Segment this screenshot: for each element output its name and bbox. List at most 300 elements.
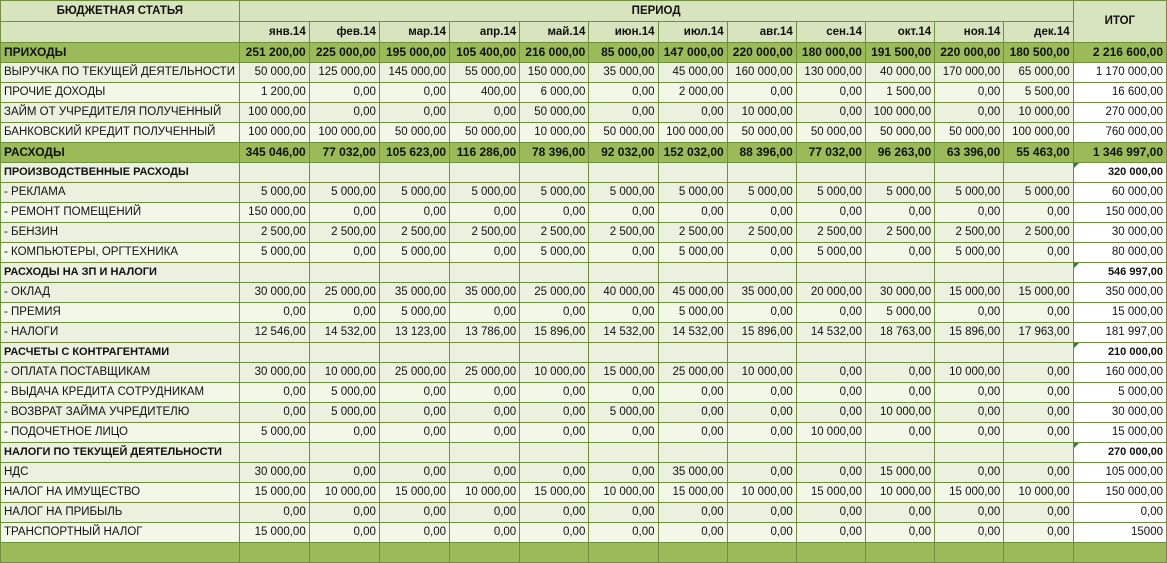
footer-cell[interactable] xyxy=(727,543,796,563)
value-cell[interactable]: 0,00 xyxy=(379,503,449,523)
row-label[interactable]: ВЫРУЧКА ПО ТЕКУЩЕЙ ДЕЯТЕЛЬНОСТИ xyxy=(1,63,240,83)
value-cell[interactable]: 10 000,00 xyxy=(520,123,589,143)
value-cell[interactable]: 0,00 xyxy=(796,463,865,483)
value-cell[interactable]: 0,00 xyxy=(450,403,520,423)
value-cell[interactable] xyxy=(658,263,727,283)
value-cell[interactable]: 30 000,00 xyxy=(239,283,309,303)
footer-cell[interactable] xyxy=(309,543,379,563)
value-cell[interactable]: 0,00 xyxy=(727,523,796,543)
value-cell[interactable] xyxy=(379,163,449,183)
value-cell[interactable] xyxy=(450,163,520,183)
item-column-header[interactable]: БЮДЖЕТНАЯ СТАТЬЯ xyxy=(1,1,240,22)
value-cell[interactable] xyxy=(727,263,796,283)
value-cell[interactable]: 5 000,00 xyxy=(450,183,520,203)
value-cell[interactable]: 2 500,00 xyxy=(450,223,520,243)
value-cell[interactable]: 25 000,00 xyxy=(658,363,727,383)
value-cell[interactable]: 0,00 xyxy=(239,503,309,523)
total-cell[interactable]: 181 997,00 xyxy=(1073,323,1166,343)
value-cell[interactable]: 5 000,00 xyxy=(239,423,309,443)
value-cell[interactable]: 0,00 xyxy=(589,523,658,543)
value-cell[interactable]: 0,00 xyxy=(589,383,658,403)
value-cell[interactable]: 92 032,00 xyxy=(589,143,658,163)
value-cell[interactable]: 20 000,00 xyxy=(796,283,865,303)
value-cell[interactable] xyxy=(658,443,727,463)
value-cell[interactable]: 5 000,00 xyxy=(309,383,379,403)
row-label[interactable]: РАСХОДЫ xyxy=(1,143,240,163)
value-cell[interactable]: 0,00 xyxy=(589,463,658,483)
value-cell[interactable]: 15 896,00 xyxy=(727,323,796,343)
month-header[interactable]: фев.14 xyxy=(309,22,379,43)
value-cell[interactable]: 0,00 xyxy=(1004,383,1073,403)
value-cell[interactable]: 2 500,00 xyxy=(379,223,449,243)
value-cell[interactable]: 100 000,00 xyxy=(309,123,379,143)
value-cell[interactable] xyxy=(796,263,865,283)
value-cell[interactable]: 0,00 xyxy=(379,523,449,543)
footer-cell[interactable] xyxy=(1004,543,1073,563)
value-cell[interactable]: 15 000,00 xyxy=(658,483,727,503)
value-cell[interactable] xyxy=(589,163,658,183)
footer-cell[interactable] xyxy=(589,543,658,563)
month-header[interactable]: мар.14 xyxy=(379,22,449,43)
value-cell[interactable]: 5 000,00 xyxy=(796,183,865,203)
total-cell[interactable]: 546 997,00 xyxy=(1073,263,1166,283)
total-cell[interactable]: 15000 xyxy=(1073,523,1166,543)
value-cell[interactable]: 0,00 xyxy=(935,403,1004,423)
value-cell[interactable]: 0,00 xyxy=(450,523,520,543)
total-cell[interactable]: 0,00 xyxy=(1073,503,1166,523)
value-cell[interactable] xyxy=(520,343,589,363)
value-cell[interactable]: 40 000,00 xyxy=(589,283,658,303)
value-cell[interactable]: 50 000,00 xyxy=(450,123,520,143)
value-cell[interactable] xyxy=(1004,443,1073,463)
value-cell[interactable]: 25 000,00 xyxy=(379,363,449,383)
value-cell[interactable]: 0,00 xyxy=(379,383,449,403)
value-cell[interactable]: 10 000,00 xyxy=(309,363,379,383)
value-cell[interactable]: 0,00 xyxy=(935,303,1004,323)
value-cell[interactable]: 0,00 xyxy=(309,103,379,123)
value-cell[interactable]: 5 000,00 xyxy=(379,243,449,263)
value-cell[interactable] xyxy=(1004,343,1073,363)
value-cell[interactable]: 0,00 xyxy=(309,303,379,323)
value-cell[interactable]: 0,00 xyxy=(1004,523,1073,543)
value-cell[interactable]: 0,00 xyxy=(450,423,520,443)
row-label[interactable]: - ОКЛАД xyxy=(1,283,240,303)
value-cell[interactable]: 30 000,00 xyxy=(865,283,934,303)
value-cell[interactable]: 10 000,00 xyxy=(865,403,934,423)
value-cell[interactable]: 100 000,00 xyxy=(658,123,727,143)
value-cell[interactable]: 45 000,00 xyxy=(658,283,727,303)
value-cell[interactable]: 0,00 xyxy=(727,243,796,263)
value-cell[interactable]: 0,00 xyxy=(589,203,658,223)
value-cell[interactable]: 0,00 xyxy=(450,503,520,523)
value-cell[interactable]: 195 000,00 xyxy=(379,43,449,63)
month-header[interactable]: май.14 xyxy=(520,22,589,43)
value-cell[interactable]: 0,00 xyxy=(379,463,449,483)
value-cell[interactable]: 2 500,00 xyxy=(796,223,865,243)
value-cell[interactable]: 5 000,00 xyxy=(379,303,449,323)
value-cell[interactable]: 50 000,00 xyxy=(796,123,865,143)
value-cell[interactable]: 0,00 xyxy=(309,423,379,443)
value-cell[interactable] xyxy=(935,163,1004,183)
value-cell[interactable] xyxy=(935,263,1004,283)
total-cell[interactable]: 15 000,00 xyxy=(1073,423,1166,443)
row-label[interactable]: БАНКОВСКИЙ КРЕДИТ ПОЛУЧЕННЫЙ xyxy=(1,123,240,143)
value-cell[interactable]: 5 000,00 xyxy=(935,183,1004,203)
value-cell[interactable]: 0,00 xyxy=(589,303,658,323)
value-cell[interactable]: 5 000,00 xyxy=(658,243,727,263)
value-cell[interactable]: 130 000,00 xyxy=(796,63,865,83)
value-cell[interactable]: 100 000,00 xyxy=(239,103,309,123)
value-cell[interactable]: 150 000,00 xyxy=(520,63,589,83)
value-cell[interactable] xyxy=(520,443,589,463)
value-cell[interactable]: 5 500,00 xyxy=(1004,83,1073,103)
value-cell[interactable] xyxy=(239,443,309,463)
value-cell[interactable]: 180 000,00 xyxy=(796,43,865,63)
value-cell[interactable]: 14 532,00 xyxy=(796,323,865,343)
value-cell[interactable]: 0,00 xyxy=(935,423,1004,443)
row-label[interactable]: - КОМПЬЮТЕРЫ, ОРГТЕХНИКА xyxy=(1,243,240,263)
value-cell[interactable] xyxy=(935,443,1004,463)
value-cell[interactable]: 0,00 xyxy=(865,203,934,223)
value-cell[interactable]: 191 500,00 xyxy=(865,43,934,63)
value-cell[interactable]: 5 000,00 xyxy=(865,303,934,323)
month-header[interactable]: июн.14 xyxy=(589,22,658,43)
value-cell[interactable]: 0,00 xyxy=(935,83,1004,103)
footer-cell[interactable] xyxy=(935,543,1004,563)
value-cell[interactable]: 0,00 xyxy=(520,383,589,403)
value-cell[interactable]: 10 000,00 xyxy=(935,363,1004,383)
value-cell[interactable]: 0,00 xyxy=(589,503,658,523)
value-cell[interactable]: 50 000,00 xyxy=(379,123,449,143)
value-cell[interactable]: 0,00 xyxy=(589,103,658,123)
value-cell[interactable]: 0,00 xyxy=(239,303,309,323)
value-cell[interactable]: 100 000,00 xyxy=(865,103,934,123)
value-cell[interactable] xyxy=(309,343,379,363)
value-cell[interactable]: 0,00 xyxy=(727,463,796,483)
month-header[interactable]: янв.14 xyxy=(239,22,309,43)
value-cell[interactable]: 15 896,00 xyxy=(935,323,1004,343)
value-cell[interactable]: 0,00 xyxy=(796,303,865,323)
value-cell[interactable]: 105 400,00 xyxy=(450,43,520,63)
value-cell[interactable]: 5 000,00 xyxy=(658,303,727,323)
value-cell[interactable]: 5 000,00 xyxy=(727,183,796,203)
row-label[interactable]: НАЛОГ НА ПРИБЫЛЬ xyxy=(1,503,240,523)
value-cell[interactable]: 0,00 xyxy=(658,103,727,123)
value-cell[interactable]: 0,00 xyxy=(239,383,309,403)
total-cell[interactable]: 30 000,00 xyxy=(1073,223,1166,243)
value-cell[interactable]: 216 000,00 xyxy=(520,43,589,63)
footer-cell[interactable] xyxy=(796,543,865,563)
value-cell[interactable]: 30 000,00 xyxy=(239,363,309,383)
value-cell[interactable]: 0,00 xyxy=(727,83,796,103)
footer-cell[interactable] xyxy=(658,543,727,563)
value-cell[interactable]: 0,00 xyxy=(520,423,589,443)
value-cell[interactable]: 55 000,00 xyxy=(450,63,520,83)
value-cell[interactable]: 0,00 xyxy=(727,203,796,223)
value-cell[interactable]: 50 000,00 xyxy=(589,123,658,143)
value-cell[interactable]: 0,00 xyxy=(239,403,309,423)
value-cell[interactable] xyxy=(520,163,589,183)
value-cell[interactable]: 0,00 xyxy=(1004,503,1073,523)
row-label[interactable]: ПРОИЗВОДСТВЕННЫЕ РАСХОДЫ xyxy=(1,163,240,183)
value-cell[interactable]: 0,00 xyxy=(379,83,449,103)
value-cell[interactable]: 5 000,00 xyxy=(239,243,309,263)
value-cell[interactable]: 0,00 xyxy=(796,403,865,423)
value-cell[interactable]: 2 500,00 xyxy=(727,223,796,243)
total-cell[interactable]: 60 000,00 xyxy=(1073,183,1166,203)
value-cell[interactable]: 0,00 xyxy=(379,103,449,123)
month-header[interactable]: дек.14 xyxy=(1004,22,1073,43)
value-cell[interactable] xyxy=(1004,263,1073,283)
row-label[interactable]: - ВОЗВРАТ ЗАЙМА УЧРЕДИТЕЛЮ xyxy=(1,403,240,423)
value-cell[interactable]: 50 000,00 xyxy=(520,103,589,123)
value-cell[interactable]: 35 000,00 xyxy=(589,63,658,83)
value-cell[interactable]: 0,00 xyxy=(658,523,727,543)
value-cell[interactable]: 0,00 xyxy=(450,463,520,483)
value-cell[interactable]: 14 532,00 xyxy=(309,323,379,343)
total-cell[interactable]: 350 000,00 xyxy=(1073,283,1166,303)
total-cell[interactable]: 160 000,00 xyxy=(1073,363,1166,383)
total-cell[interactable]: 30 000,00 xyxy=(1073,403,1166,423)
value-cell[interactable]: 180 500,00 xyxy=(1004,43,1073,63)
value-cell[interactable]: 5 000,00 xyxy=(865,183,934,203)
row-label[interactable]: - БЕНЗИН xyxy=(1,223,240,243)
month-header[interactable]: ноя.14 xyxy=(935,22,1004,43)
value-cell[interactable]: 35 000,00 xyxy=(727,283,796,303)
value-cell[interactable]: 14 532,00 xyxy=(589,323,658,343)
value-cell[interactable]: 10 000,00 xyxy=(727,483,796,503)
value-cell[interactable]: 0,00 xyxy=(727,303,796,323)
value-cell[interactable]: 0,00 xyxy=(450,243,520,263)
value-cell[interactable] xyxy=(658,163,727,183)
total-cell[interactable]: 15 000,00 xyxy=(1073,303,1166,323)
value-cell[interactable]: 0,00 xyxy=(309,503,379,523)
value-cell[interactable]: 55 463,00 xyxy=(1004,143,1073,163)
value-cell[interactable]: 0,00 xyxy=(520,503,589,523)
month-header[interactable]: авг.14 xyxy=(727,22,796,43)
value-cell[interactable]: 2 500,00 xyxy=(589,223,658,243)
value-cell[interactable]: 10 000,00 xyxy=(796,423,865,443)
total-cell[interactable]: 5 000,00 xyxy=(1073,383,1166,403)
value-cell[interactable]: 14 532,00 xyxy=(658,323,727,343)
footer-cell[interactable] xyxy=(1,543,240,563)
value-cell[interactable]: 0,00 xyxy=(727,403,796,423)
month-header[interactable]: сен.14 xyxy=(796,22,865,43)
value-cell[interactable]: 0,00 xyxy=(1004,203,1073,223)
value-cell[interactable]: 50 000,00 xyxy=(239,63,309,83)
value-cell[interactable]: 0,00 xyxy=(309,523,379,543)
footer-cell[interactable] xyxy=(379,543,449,563)
value-cell[interactable]: 15 000,00 xyxy=(935,483,1004,503)
value-cell[interactable]: 10 000,00 xyxy=(865,483,934,503)
value-cell[interactable] xyxy=(309,443,379,463)
value-cell[interactable]: 0,00 xyxy=(658,203,727,223)
value-cell[interactable]: 0,00 xyxy=(865,523,934,543)
value-cell[interactable]: 0,00 xyxy=(1004,243,1073,263)
value-cell[interactable]: 0,00 xyxy=(935,383,1004,403)
value-cell[interactable]: 5 000,00 xyxy=(520,183,589,203)
value-cell[interactable]: 0,00 xyxy=(658,423,727,443)
value-cell[interactable]: 63 396,00 xyxy=(935,143,1004,163)
total-cell[interactable]: 760 000,00 xyxy=(1073,123,1166,143)
value-cell[interactable]: 116 286,00 xyxy=(450,143,520,163)
value-cell[interactable]: 0,00 xyxy=(865,423,934,443)
value-cell[interactable]: 2 500,00 xyxy=(658,223,727,243)
total-cell[interactable]: 150 000,00 xyxy=(1073,483,1166,503)
value-cell[interactable]: 6 000,00 xyxy=(520,83,589,103)
value-cell[interactable]: 0,00 xyxy=(727,503,796,523)
total-column-header[interactable]: ИТОГ xyxy=(1073,1,1166,43)
value-cell[interactable]: 15 000,00 xyxy=(589,363,658,383)
value-cell[interactable]: 0,00 xyxy=(589,83,658,103)
value-cell[interactable] xyxy=(239,343,309,363)
row-label[interactable]: - ПРЕМИЯ xyxy=(1,303,240,323)
value-cell[interactable]: 0,00 xyxy=(379,423,449,443)
value-cell[interactable]: 0,00 xyxy=(1004,303,1073,323)
row-label[interactable]: - РЕМОНТ ПОМЕЩЕНИЙ xyxy=(1,203,240,223)
value-cell[interactable]: 12 546,00 xyxy=(239,323,309,343)
value-cell[interactable]: 0,00 xyxy=(520,523,589,543)
value-cell[interactable]: 10 000,00 xyxy=(450,483,520,503)
value-cell[interactable]: 10 000,00 xyxy=(1004,483,1073,503)
row-label[interactable]: - ПОДОЧЕТНОЕ ЛИЦО xyxy=(1,423,240,443)
value-cell[interactable]: 50 000,00 xyxy=(865,123,934,143)
value-cell[interactable]: 100 000,00 xyxy=(1004,123,1073,143)
total-cell[interactable]: 105 000,00 xyxy=(1073,463,1166,483)
value-cell[interactable]: 17 963,00 xyxy=(1004,323,1073,343)
value-cell[interactable] xyxy=(239,163,309,183)
value-cell[interactable] xyxy=(450,343,520,363)
value-cell[interactable]: 15 000,00 xyxy=(1004,283,1073,303)
value-cell[interactable] xyxy=(935,343,1004,363)
total-cell[interactable]: 150 000,00 xyxy=(1073,203,1166,223)
value-cell[interactable]: 0,00 xyxy=(796,523,865,543)
value-cell[interactable]: 0,00 xyxy=(309,203,379,223)
value-cell[interactable]: 100 000,00 xyxy=(239,123,309,143)
value-cell[interactable]: 170 000,00 xyxy=(935,63,1004,83)
value-cell[interactable]: 0,00 xyxy=(796,503,865,523)
value-cell[interactable]: 0,00 xyxy=(865,243,934,263)
value-cell[interactable]: 45 000,00 xyxy=(658,63,727,83)
value-cell[interactable]: 15 000,00 xyxy=(239,483,309,503)
value-cell[interactable]: 10 000,00 xyxy=(309,483,379,503)
value-cell[interactable]: 18 763,00 xyxy=(865,323,934,343)
value-cell[interactable]: 78 396,00 xyxy=(520,143,589,163)
value-cell[interactable]: 10 000,00 xyxy=(727,363,796,383)
value-cell[interactable]: 15 000,00 xyxy=(520,483,589,503)
value-cell[interactable]: 5 000,00 xyxy=(796,243,865,263)
month-header[interactable]: окт.14 xyxy=(865,22,934,43)
footer-cell[interactable] xyxy=(1073,543,1166,563)
value-cell[interactable]: 5 000,00 xyxy=(589,183,658,203)
value-cell[interactable] xyxy=(379,443,449,463)
value-cell[interactable]: 1 200,00 xyxy=(239,83,309,103)
value-cell[interactable]: 65 000,00 xyxy=(1004,63,1073,83)
value-cell[interactable]: 150 000,00 xyxy=(239,203,309,223)
total-cell[interactable]: 270 000,00 xyxy=(1073,443,1166,463)
value-cell[interactable]: 15 000,00 xyxy=(865,463,934,483)
value-cell[interactable]: 15 000,00 xyxy=(796,483,865,503)
value-cell[interactable]: 0,00 xyxy=(309,463,379,483)
value-cell[interactable] xyxy=(796,343,865,363)
value-cell[interactable]: 0,00 xyxy=(450,203,520,223)
value-cell[interactable]: 10 000,00 xyxy=(520,363,589,383)
value-cell[interactable] xyxy=(865,443,934,463)
row-label[interactable]: РАСХОДЫ НА ЗП И НАЛОГИ xyxy=(1,263,240,283)
value-cell[interactable]: 5 000,00 xyxy=(589,403,658,423)
value-cell[interactable]: 10 000,00 xyxy=(727,103,796,123)
value-cell[interactable]: 0,00 xyxy=(1004,403,1073,423)
value-cell[interactable]: 50 000,00 xyxy=(727,123,796,143)
value-cell[interactable] xyxy=(309,263,379,283)
value-cell[interactable]: 5 000,00 xyxy=(1004,183,1073,203)
row-label[interactable]: НАЛОГИ ПО ТЕКУЩЕЙ ДЕЯТЕЛЬНОСТИ xyxy=(1,443,240,463)
value-cell[interactable]: 25 000,00 xyxy=(520,283,589,303)
value-cell[interactable]: 0,00 xyxy=(1004,423,1073,443)
value-cell[interactable]: 5 000,00 xyxy=(309,183,379,203)
value-cell[interactable]: 220 000,00 xyxy=(935,43,1004,63)
value-cell[interactable]: 0,00 xyxy=(589,423,658,443)
value-cell[interactable]: 35 000,00 xyxy=(450,283,520,303)
value-cell[interactable]: 15 896,00 xyxy=(520,323,589,343)
value-cell[interactable] xyxy=(589,443,658,463)
value-cell[interactable]: 251 200,00 xyxy=(239,43,309,63)
value-cell[interactable]: 0,00 xyxy=(520,303,589,323)
value-cell[interactable] xyxy=(450,443,520,463)
value-cell[interactable]: 0,00 xyxy=(520,203,589,223)
value-cell[interactable] xyxy=(239,263,309,283)
footer-cell[interactable] xyxy=(450,543,520,563)
value-cell[interactable]: 152 032,00 xyxy=(658,143,727,163)
value-cell[interactable]: 10 000,00 xyxy=(589,483,658,503)
value-cell[interactable]: 0,00 xyxy=(935,523,1004,543)
row-label[interactable]: ТРАНСПОРТНЫЙ НАЛОГ xyxy=(1,523,240,543)
total-cell[interactable]: 210 000,00 xyxy=(1073,343,1166,363)
value-cell[interactable]: 0,00 xyxy=(727,423,796,443)
value-cell[interactable]: 13 786,00 xyxy=(450,323,520,343)
row-label[interactable]: НДС xyxy=(1,463,240,483)
value-cell[interactable]: 2 500,00 xyxy=(935,223,1004,243)
total-cell[interactable]: 320 000,00 xyxy=(1073,163,1166,183)
total-cell[interactable]: 270 000,00 xyxy=(1073,103,1166,123)
value-cell[interactable]: 147 000,00 xyxy=(658,43,727,63)
total-cell[interactable]: 2 216 600,00 xyxy=(1073,43,1166,63)
value-cell[interactable]: 30 000,00 xyxy=(239,463,309,483)
value-cell[interactable]: 0,00 xyxy=(935,103,1004,123)
footer-cell[interactable] xyxy=(520,543,589,563)
value-cell[interactable]: 0,00 xyxy=(309,83,379,103)
value-cell[interactable] xyxy=(379,343,449,363)
value-cell[interactable]: 0,00 xyxy=(309,243,379,263)
value-cell[interactable]: 10 000,00 xyxy=(1004,103,1073,123)
row-label[interactable]: - РЕКЛАМА xyxy=(1,183,240,203)
value-cell[interactable]: 0,00 xyxy=(658,403,727,423)
row-label[interactable]: ПРИХОДЫ xyxy=(1,43,240,63)
value-cell[interactable] xyxy=(796,443,865,463)
value-cell[interactable] xyxy=(865,343,934,363)
value-cell[interactable]: 5 000,00 xyxy=(379,183,449,203)
value-cell[interactable]: 105 623,00 xyxy=(379,143,449,163)
value-cell[interactable] xyxy=(1004,163,1073,183)
value-cell[interactable]: 5 000,00 xyxy=(658,183,727,203)
row-label[interactable]: ЗАЙМ ОТ УЧРЕДИТЕЛЯ ПОЛУЧЕННЫЙ xyxy=(1,103,240,123)
value-cell[interactable]: 0,00 xyxy=(865,363,934,383)
value-cell[interactable]: 225 000,00 xyxy=(309,43,379,63)
value-cell[interactable]: 145 000,00 xyxy=(379,63,449,83)
value-cell[interactable]: 160 000,00 xyxy=(727,63,796,83)
value-cell[interactable]: 400,00 xyxy=(450,83,520,103)
value-cell[interactable]: 85 000,00 xyxy=(589,43,658,63)
